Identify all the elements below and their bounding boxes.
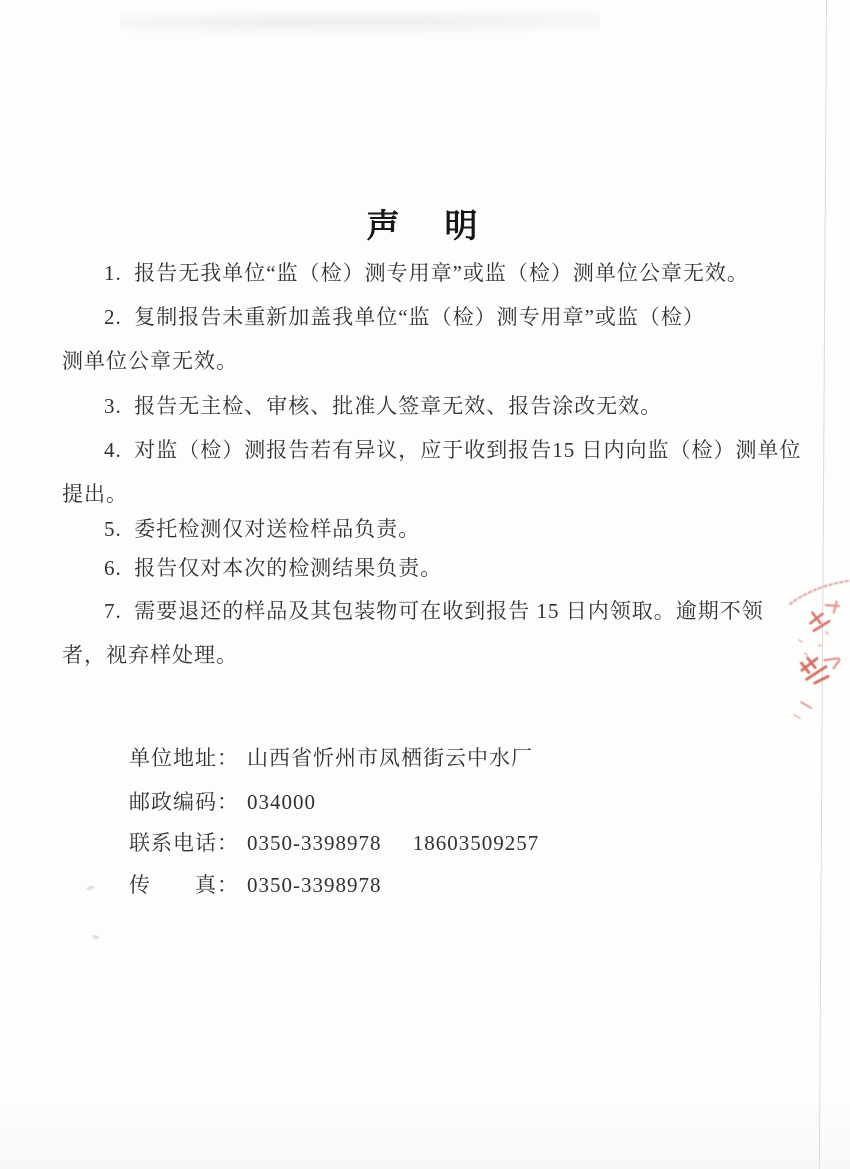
address-label: 单位地址： — [129, 746, 239, 770]
postcode-value: 034000 — [247, 790, 316, 814]
statement-item-2: 2. 复制报告未重新加盖我单位“监（检）测专用章”或监（检） — [104, 305, 705, 329]
statement-item-6: 6. 报告仅对本次的检测结果负责。 — [104, 556, 443, 580]
statement-item-4: 4. 对监（检）测报告若有异议，应于收到报告15 日内向监（检）测单位 — [104, 438, 802, 462]
statement-item-5: 5. 委托检测仅对送检样品负责。 — [104, 517, 421, 541]
page-title: 声 明 — [366, 206, 484, 245]
statement-item-3: 3. 报告无主检、审核、批准人签章无效、报告涂改无效。 — [104, 394, 663, 418]
phone-label: 联系电话： — [129, 831, 239, 855]
statement-item-4-cont: 提出。 — [62, 482, 128, 506]
scan-noise-bottom — [0, 1099, 850, 1169]
statement-item-1: 1. 报告无我单位“监（检）测专用章”或监（检）测单位公章无效。 — [104, 261, 749, 285]
statement-item-2-cont: 测单位公章无效。 — [62, 349, 238, 373]
fax-value: 0350-3398978 — [247, 873, 382, 897]
scan-smudge-top — [120, 10, 600, 36]
red-seal-stamp-partial-icon — [786, 572, 850, 722]
statement-item-7-cont: 者，视弃样处理。 — [62, 643, 238, 667]
statement-item-7: 7. 需要退还的样品及其包装物可在收到报告 15 日内领取。逾期不领 — [104, 599, 764, 623]
scan-speck — [86, 885, 96, 891]
fax-label: 传 真： — [129, 873, 239, 897]
contact-fax-row — [104, 844, 382, 924]
scan-speck — [92, 934, 100, 940]
address-value: 山西省忻州市凤栖街云中水厂 — [247, 746, 533, 770]
postcode-label: 邮政编码： — [129, 790, 239, 814]
phone-value: 0350-3398978 18603509257 — [247, 831, 540, 855]
